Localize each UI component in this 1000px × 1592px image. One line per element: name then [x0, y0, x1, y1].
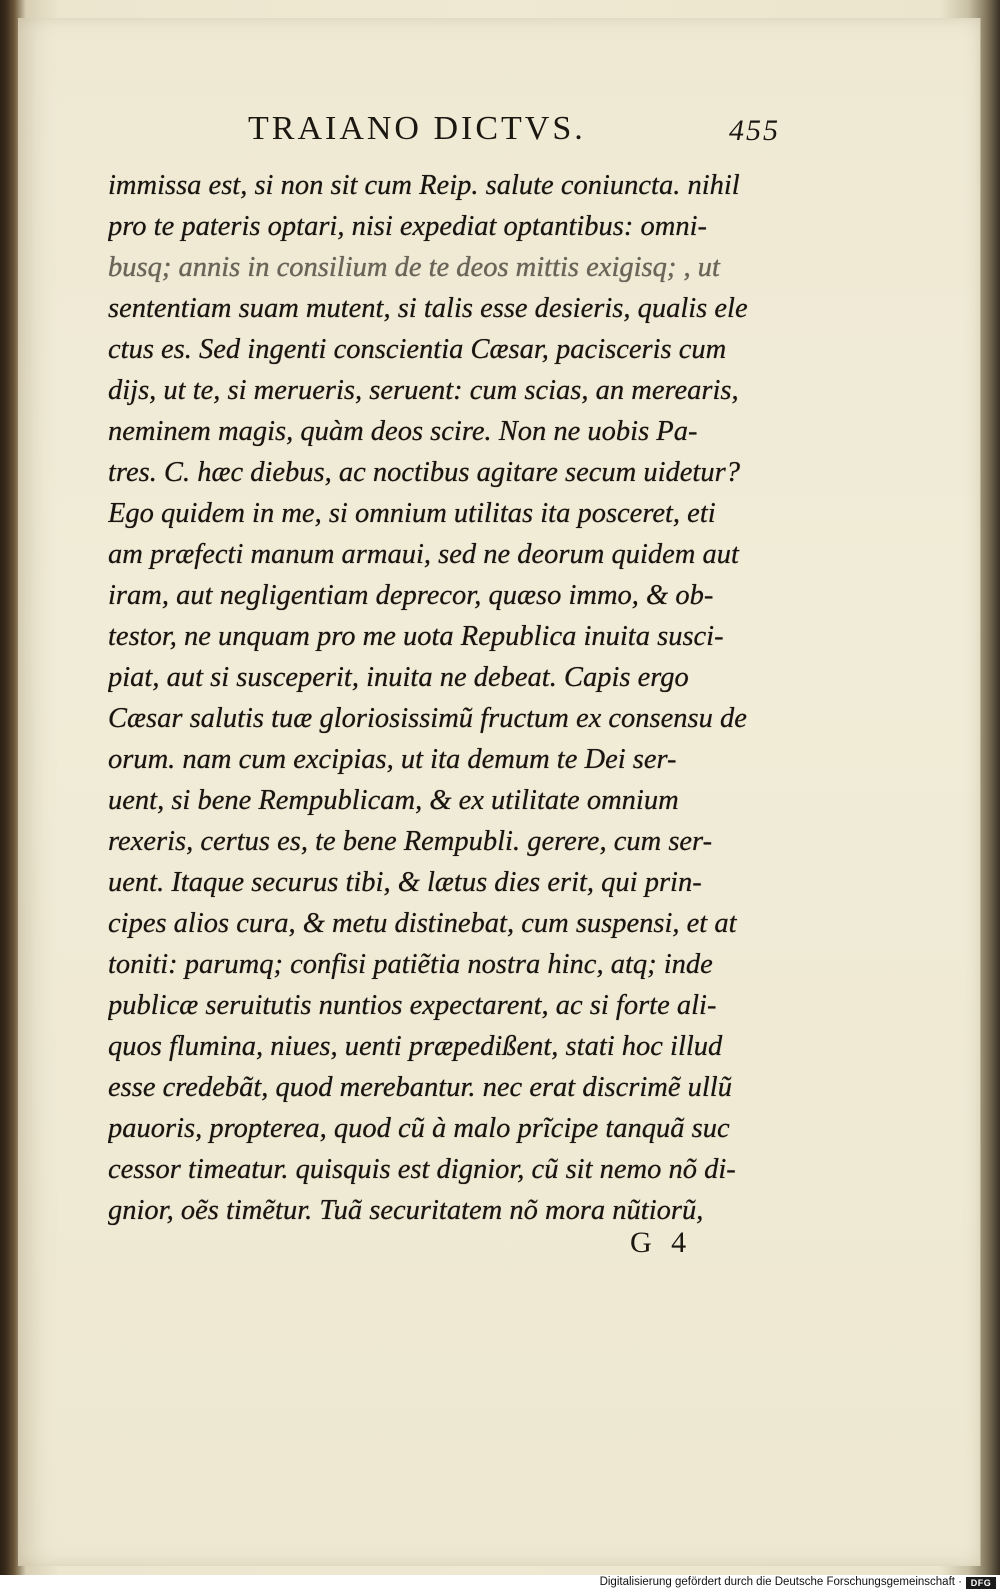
text-line: toniti: parumq; confisi patiẽtia nostra hinc, atq; inde: [108, 949, 713, 980]
page-number: 455: [729, 114, 780, 147]
text-line: pauoris, propterea, quod cũ à malo prĩcipe tanquã suc: [108, 1113, 730, 1144]
digitization-footer: [0, 1575, 1000, 1592]
text-line: tres. C. hæc diebus, ac noctibus agitare secum uidetur?: [108, 457, 740, 488]
text-line: uent, si bene Rempublicam, & ex utilitate omnium: [108, 785, 679, 816]
dfg-logo: DFG: [966, 1577, 996, 1589]
text-line: cipes alios cura, & metu distinebat, cum suspensi, et at: [108, 908, 737, 939]
text-line: quos flumina, niues, uenti præpedißent, stati hoc illud: [108, 1031, 723, 1062]
text-line: neminem magis, quàm deos scire. Non ne uobis Pa-: [108, 416, 698, 447]
text-line: am præfecti manum armaui, sed ne deorum quidem aut: [108, 539, 739, 570]
page-header: [228, 106, 788, 166]
text-line: rexeris, certus es, te bene Rempubli. gerere, cum ser-: [108, 826, 713, 857]
footer-credit: Digitalisierung gefördert durch die Deutsche Forschungsgemeinschaft ·: [599, 1576, 962, 1588]
text-line: iram, aut negligentiam deprecor, quæso immo, & ob-: [108, 580, 714, 611]
book-page: [18, 18, 981, 1566]
text-line: pro te pateris optari, nisi expediat optantibus: omni-: [108, 211, 707, 242]
body-text: [108, 165, 778, 1231]
text-line: publicæ seruitutis nuntios expectarent, ac si forte ali-: [108, 990, 717, 1021]
text-line: ctus es. Sed ingenti conscientia Cæsar, pacisceris cum: [108, 334, 727, 365]
text-line: cessor timeatur. quisquis est dignior, cũ sit nemo nõ di-: [108, 1154, 736, 1185]
text-line: busq; annis in consilium de te deos mittis exigisq; , ut: [108, 252, 720, 283]
text-line: Cæsar salutis tuæ gloriosissimũ fructum ex consensu de: [108, 703, 747, 734]
text-line: dijs, ut te, si merueris, seruent: cum scias, an merearis,: [108, 375, 739, 406]
running-title: TRAIANO DICTVS.: [248, 110, 586, 147]
text-line: sententiam suam mutent, si talis esse desieris, qualis ele: [108, 293, 748, 324]
text-line: testor, ne unquam pro me uota Republica inuita susci-: [108, 621, 724, 652]
text-line: uent. Itaque securus tibi, & lætus dies erit, qui prin-: [108, 867, 702, 898]
text-line: immissa est, si non sit cum Reip. salute coniuncta. nihil: [108, 170, 740, 201]
text-line: orum. nam cum excipias, ut ita demum te Dei ser-: [108, 744, 677, 775]
text-line: gnior, oẽs timẽtur. Tuã securitatem nõ mora nũtiorũ,: [108, 1195, 704, 1226]
text-line: esse credebãt, quod merebantur. nec erat discrimẽ ullũ: [108, 1072, 732, 1103]
text-line: Ego quidem in me, si omnium utilitas ita posceret, eti: [108, 498, 716, 529]
signature-mark: G 4: [630, 1226, 693, 1259]
text-line: piat, aut si susceperit, inuita ne debeat. Capis ergo: [108, 662, 689, 693]
